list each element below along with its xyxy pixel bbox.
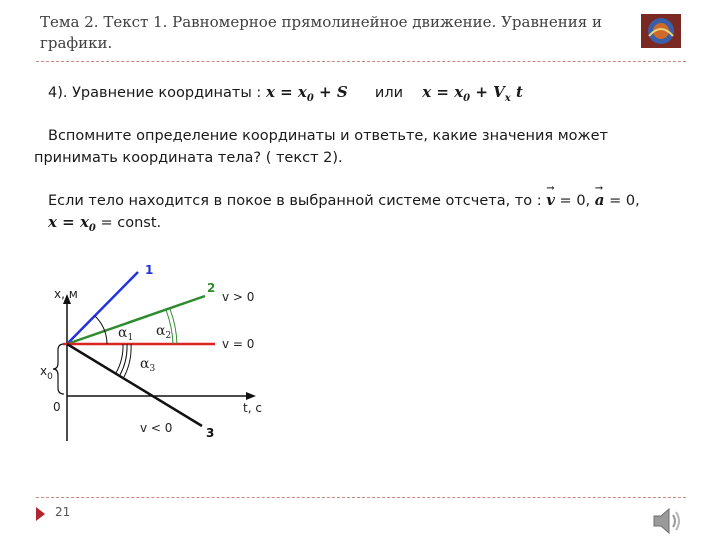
speaker-icon[interactable] [651, 505, 685, 537]
rest-line-2: $x = x_0$ = const. [48, 213, 162, 234]
rest-equation: $x = x_0$ [48, 213, 96, 234]
alpha3-arc-a [116, 344, 123, 373]
line-2 [67, 296, 205, 344]
x-axis-label: t, c [243, 401, 262, 415]
x0-brace [53, 344, 64, 394]
alpha2-label: $\alpha_2$ [156, 323, 172, 341]
v-negative-label: v < 0 [140, 421, 173, 435]
origin-label: 0 [53, 400, 61, 414]
line-3-label: 3 [206, 426, 215, 440]
alpha3-label: $\alpha_3$ [140, 356, 156, 374]
alpha1-label: $\alpha_1$ [118, 325, 134, 343]
header-divider [36, 61, 686, 62]
y-axis-label: x, м [54, 287, 78, 301]
next-slide-arrow-icon[interactable] [36, 507, 45, 521]
equation-2: $x = x_0 + V_x$ t [422, 83, 523, 104]
slide-title: Тема 2. Текст 1. Равномерное прямолинейное движение. Уравнения и графики. [40, 13, 602, 52]
x0-label: $x_0$ [40, 364, 53, 382]
equation-1: $x = x_0 + S$ [265, 83, 348, 104]
page-number: 21 [55, 505, 71, 519]
v-zero-label: v = 0 [222, 337, 255, 351]
rest-line-1: Если тело находится в покое в выбранной системе отсчета, то : → v = 0, → a = 0, [48, 190, 640, 211]
line-1-label: 1 [145, 263, 154, 277]
acceleration-vector: → a [595, 190, 605, 210]
school-logo-icon [641, 14, 681, 48]
or-word: или [374, 85, 404, 101]
line-2-label: 2 [207, 281, 216, 295]
equation-line [48, 82, 523, 109]
question-line-1: Вспомните определение координаты и ответьте, какие значения может [48, 128, 608, 144]
v-positive-label: v > 0 [222, 290, 255, 304]
x-axis-arrow [246, 392, 256, 400]
motion-graph [30, 258, 290, 448]
question-line-2: принимать координата тела? ( текст 2). [34, 150, 343, 166]
line-3 [67, 344, 202, 426]
item-prefix: 4). Уравнение координаты : [48, 85, 262, 101]
footer-divider [36, 497, 686, 498]
velocity-vector: → v [546, 190, 555, 210]
